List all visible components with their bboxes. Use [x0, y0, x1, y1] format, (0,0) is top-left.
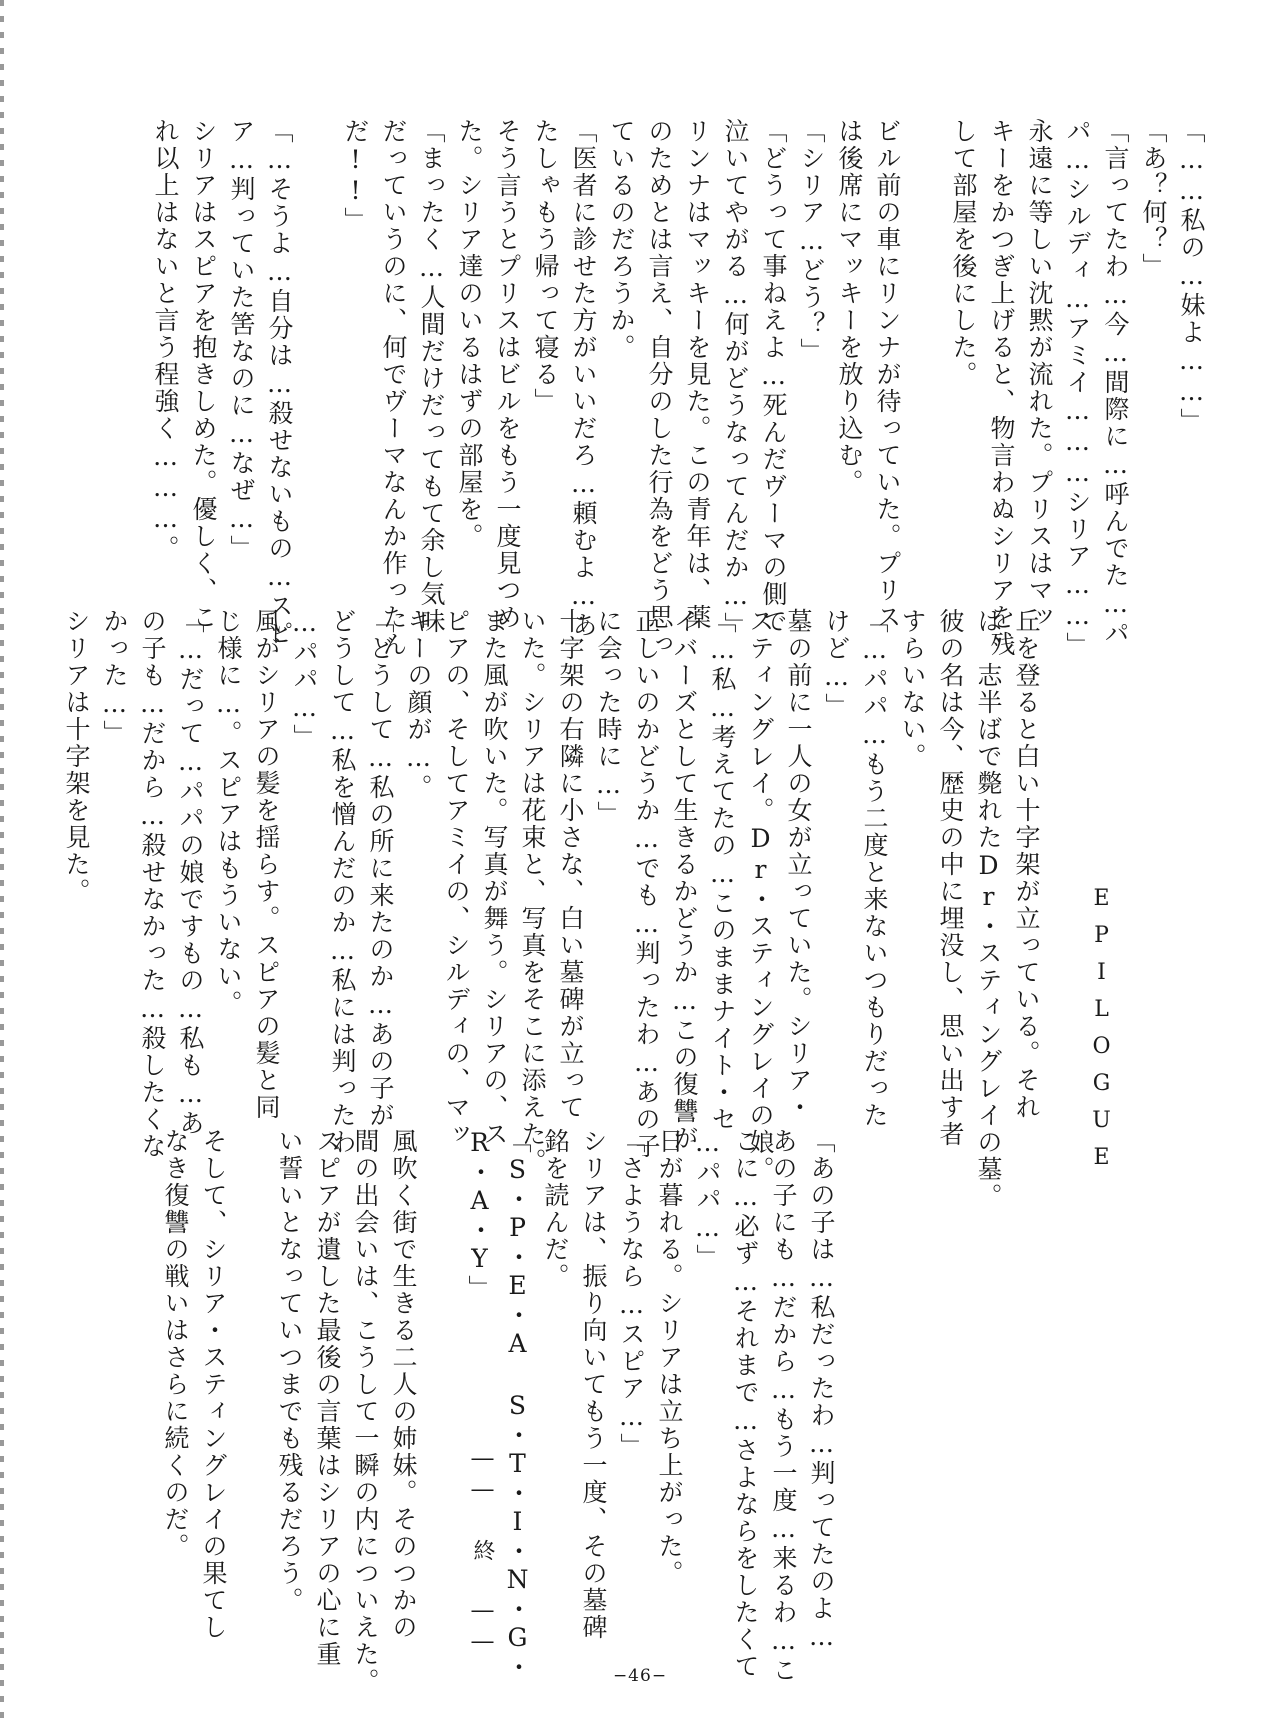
text-column-upper [146, 118, 1210, 688]
text-line: どうして…私を憎んだのか…私には判ったわ [328, 608, 357, 1156]
text-line: い誓いとなっていつまでも残るだろう。 [275, 1128, 304, 1614]
text-line: ア…判っていた筈なのに…なぜ…」 [227, 118, 256, 562]
text-line: ビル前の車にリンナが待っていた。プリス [873, 118, 902, 631]
text-line: 銘を読んだ。 [541, 1128, 570, 1290]
text-line: シリアは十字架を見た。 [62, 608, 91, 905]
text-line: 「さようなら…スピア…」 [617, 1128, 646, 1460]
text-line: 永遠に等しい沈黙が流れた。プリスはマッ [1025, 118, 1054, 631]
text-line: 「まったく…人間だけだってもて余し気味 [417, 118, 446, 635]
text-line: の子も…だから…殺せなかった…殺したくな [138, 608, 167, 1160]
text-line: 「どうして…私の所に来たのか…あの子が [366, 608, 395, 1129]
page-number: −46− [612, 1666, 668, 1686]
text-line: だっていうのに、何でヴーマなんか作ったん [379, 118, 408, 658]
text-line: シリアはスピアを抱きしめた。優しく、こ [189, 118, 218, 631]
text-line: あの子にも…だから…もう一度…来るわ…こ [769, 1128, 798, 1684]
text-line: …パパ…」 [290, 608, 319, 751]
text-line: けど…」 [822, 608, 851, 720]
text-line: 彼の名は今、歴史の中に埋没し、思い出す者 [936, 608, 965, 1148]
text-line: いた。シリアは花束と、写真をそこに添えた。 [518, 608, 547, 1175]
text-line: スピアが遺した最後の言葉はシリアの心に重 [313, 1128, 342, 1668]
text-line: なき復讐の戦いはさらに続くのだ。 [161, 1128, 190, 1560]
text-line: 「医者に診せた方がいいだろ…頼むよ…あ [569, 118, 598, 639]
text-line: 墓の前に一人の女が立っていた。シリア・ [784, 608, 813, 1121]
text-line: は後席にマッキーを放り込む。 [835, 118, 864, 496]
text-line [298, 118, 336, 688]
text-line: スティングレイ。Dr・スティングレイの娘。 [746, 608, 775, 1183]
epilogue-heading: EPILOGUE [1089, 886, 1114, 1182]
text-line: のためとは言え、自分のした行為をどう思っ [645, 118, 674, 658]
text-line: 「…私…考えてたの…このままナイト・セ [708, 608, 737, 1133]
text-line: れ以上はないと言う程強く………。 [151, 118, 180, 562]
text-line: ピアの、そしてアミイの、シルディの、マッ [442, 608, 471, 1148]
text-line: キーの顔が…。 [404, 608, 433, 801]
text-line: 風がシリアの髪を揺らす。スピアの髪と同 [252, 608, 281, 1121]
text-line: 「……私の…妹よ……」 [1177, 118, 1206, 435]
text-line: 「シリア…どう？」 [797, 118, 826, 365]
text-line: パ…シルディ…アミイ………シリア……」 [1063, 118, 1092, 659]
text-line: こに…必ず…それまで…さよならをしたくて [731, 1128, 760, 1680]
text-line: リンナはマッキーを見た。この青年は、薬 [683, 118, 712, 631]
text-line: じ様に…。スピアはもういない。 [214, 608, 243, 1017]
end-mark: ―― 終 ―― [470, 1446, 495, 1660]
text-line: シリアは、振り向いてもう一度、その墓碑 [579, 1128, 608, 1641]
text-line: 日が暮れる。シリアは立ち上がった。 [655, 1128, 684, 1587]
text-line: かった…」 [100, 608, 129, 747]
text-line: 「S・P・E・A S・T・I・N・G・ [503, 1128, 532, 1681]
text-line: 正しいのかどうか…でも…判ったわ…あの子 [632, 608, 661, 1160]
text-line [422, 1128, 460, 1648]
text-line: …パパ…」 [693, 1128, 722, 1271]
text-line: 「言ってたわ…今…間際に…呼んでた…パ [1101, 118, 1130, 647]
text-line: 「あ？何？」 [1139, 118, 1168, 280]
text-line: 「…そうよ…自分は…殺せないもの…スピ [265, 118, 294, 647]
page-edge-binding [0, 0, 4, 1723]
text-line: だ!!」 [341, 118, 370, 234]
text-line: 「…だって…パパの娘ですもの…私も…あ [176, 608, 205, 1137]
text-line: に会った時に…」 [594, 608, 623, 828]
text-line: R・A・Y」 [465, 1128, 494, 1302]
text-line: ているのだろうか。 [607, 118, 636, 361]
text-line: たしゃもう帰って寝る」 [531, 118, 560, 415]
text-line: 間の出会いは、こうして一瞬の内についえた。 [351, 1128, 380, 1695]
text-line: 「…パパ…もう二度と来ないつもりだった [860, 608, 889, 1129]
text-line: 風吹く街で生きる二人の姉妹。そのつかの [389, 1128, 418, 1641]
text-line: 「どうって事ねえよ…死んだヴーマの側で [759, 118, 788, 635]
text-line: すらいない。 [898, 608, 927, 770]
text-line: は、志半ばで斃れたDr・スティングレイの墓。 [974, 608, 1003, 1210]
text-line: 泣いてやがる…何がどうなってんだか…」 [721, 118, 750, 639]
text-line: そう言うとプリスはビルをもう一度見つめ [493, 118, 522, 631]
text-line: イバーズとして生きるかどうか…この復讐が [670, 608, 699, 1152]
text-line: 丘を登ると白い十字架が立っている。それ [1012, 608, 1041, 1121]
text-line: た。シリア達のいるはずの部屋を。 [455, 118, 484, 550]
text-line [906, 118, 944, 688]
text-line: そして、シリア・スティングレイの果てし [199, 1128, 228, 1641]
text-line: また風が吹いた。写真が舞う。シリアの、ス [480, 608, 509, 1148]
text-line: 十字架の右隣に小さな、白い墓碑が立って [556, 608, 585, 1121]
text-line: 「あの子は…私だったわ…判ってたのよ… [807, 1128, 836, 1653]
text-line [232, 1128, 270, 1648]
text-line: キーをかつぎ上げると、物言わぬシリアを残 [987, 118, 1016, 658]
text-line: して部屋を後にした。 [949, 118, 978, 388]
